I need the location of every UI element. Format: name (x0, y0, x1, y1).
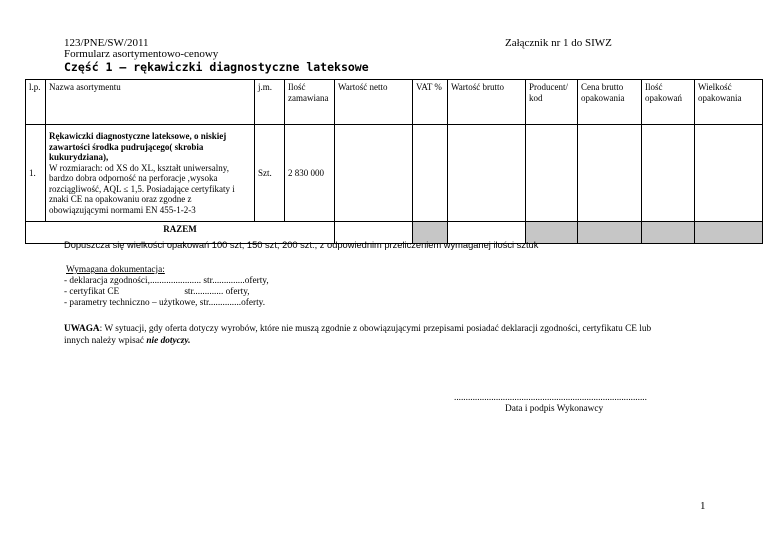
header-packs: Ilość opakowań (642, 80, 695, 125)
header-producer: Producent/ kod (526, 80, 578, 125)
table-row (26, 125, 763, 222)
total-packs-shaded (642, 222, 695, 244)
page-number: 1 (700, 500, 706, 512)
row-name (46, 125, 255, 222)
warning-note (64, 324, 654, 347)
header-net: Wartość netto (335, 80, 413, 125)
row-lp: 1. (26, 125, 46, 222)
row-net (335, 125, 413, 222)
required-docs-line: - certyfikat CE str............. oferty, (64, 287, 250, 297)
section-title: Część 1 – rękawiczki diagnostyczne lateksowe (64, 60, 369, 74)
header-gross: Wartość brutto (448, 80, 526, 125)
signature-dots: ................................................................................... (454, 393, 647, 403)
required-docs-heading: Wymagana dokumentacja: (66, 265, 165, 275)
header-name: Nazwa asortymentu (46, 80, 255, 125)
warning-label: UWAGA (64, 324, 100, 334)
row-vat (413, 125, 448, 222)
packaging-note: Dopuszcza się wielkości opakowań 100 szt, 150 szt, 200 szt., z odpowiednim przeliczeniem wymaganej ilości sztuk (64, 240, 539, 250)
total-label: RAZEM (26, 222, 335, 244)
total-size-shaded (695, 222, 763, 244)
row-qty: 2 830 000 (285, 125, 335, 222)
row-packs (642, 125, 695, 222)
required-docs-line: - deklaracja zgodności,...................... str..............oferty, (64, 276, 269, 286)
header-size: Wielkość opakowania (695, 80, 763, 125)
header-qty: Ilość zamawiana (285, 80, 335, 125)
table-header-row (26, 80, 763, 125)
row-producer (526, 125, 578, 222)
total-price-shaded (578, 222, 642, 244)
row-size (695, 125, 763, 222)
header-jm: j.m. (255, 80, 285, 125)
form-name: Formularz asortymentowo-cenowy (64, 48, 219, 60)
attachment-label: Załącznik nr 1 do SIWZ (505, 37, 612, 49)
row-price (578, 125, 642, 222)
row-gross (448, 125, 526, 222)
row-name-text: W rozmiarach: od XS do XL, kształt uniwersalny, bardzo dobra odporność na perforacje ,wysoka rozciągliwość, AQL ≤ 1,5. Posiadające certyfikaty i znaki CE na opakowaniu oraz zgodne z obowiązującymi normami EN 455-1-2-3 (49, 162, 235, 215)
header-price: Cena brutto opakowania (578, 80, 642, 125)
header-vat: VAT % (413, 80, 448, 125)
required-docs (64, 265, 269, 309)
row-name-bold: Rękawiczki diagnostyczne lateksowe, o niskiej zawartości środka pudrującego( skrobia kukurydziana), (49, 131, 227, 162)
row-jm: Szt. (255, 125, 285, 222)
required-docs-line: - parametry techniczno – użytkowe, str..............oferty. (64, 298, 266, 308)
warning-text: : W sytuacji, gdy oferta dotyczy wyrobów, które nie muszą zgodnie z obowiązującymi przepisami posiadać deklaracji zgodności, certyfikatu CE lub innych należy wpisać (64, 324, 652, 346)
warning-emphasis: nie dotyczy. (146, 335, 191, 346)
document-reference: 123/PNE/SW/2011 (64, 37, 149, 49)
signature-label: Data i podpis Wykonawcy (505, 404, 604, 414)
header-lp: l.p. (26, 80, 46, 125)
assortment-price-table (25, 79, 763, 244)
